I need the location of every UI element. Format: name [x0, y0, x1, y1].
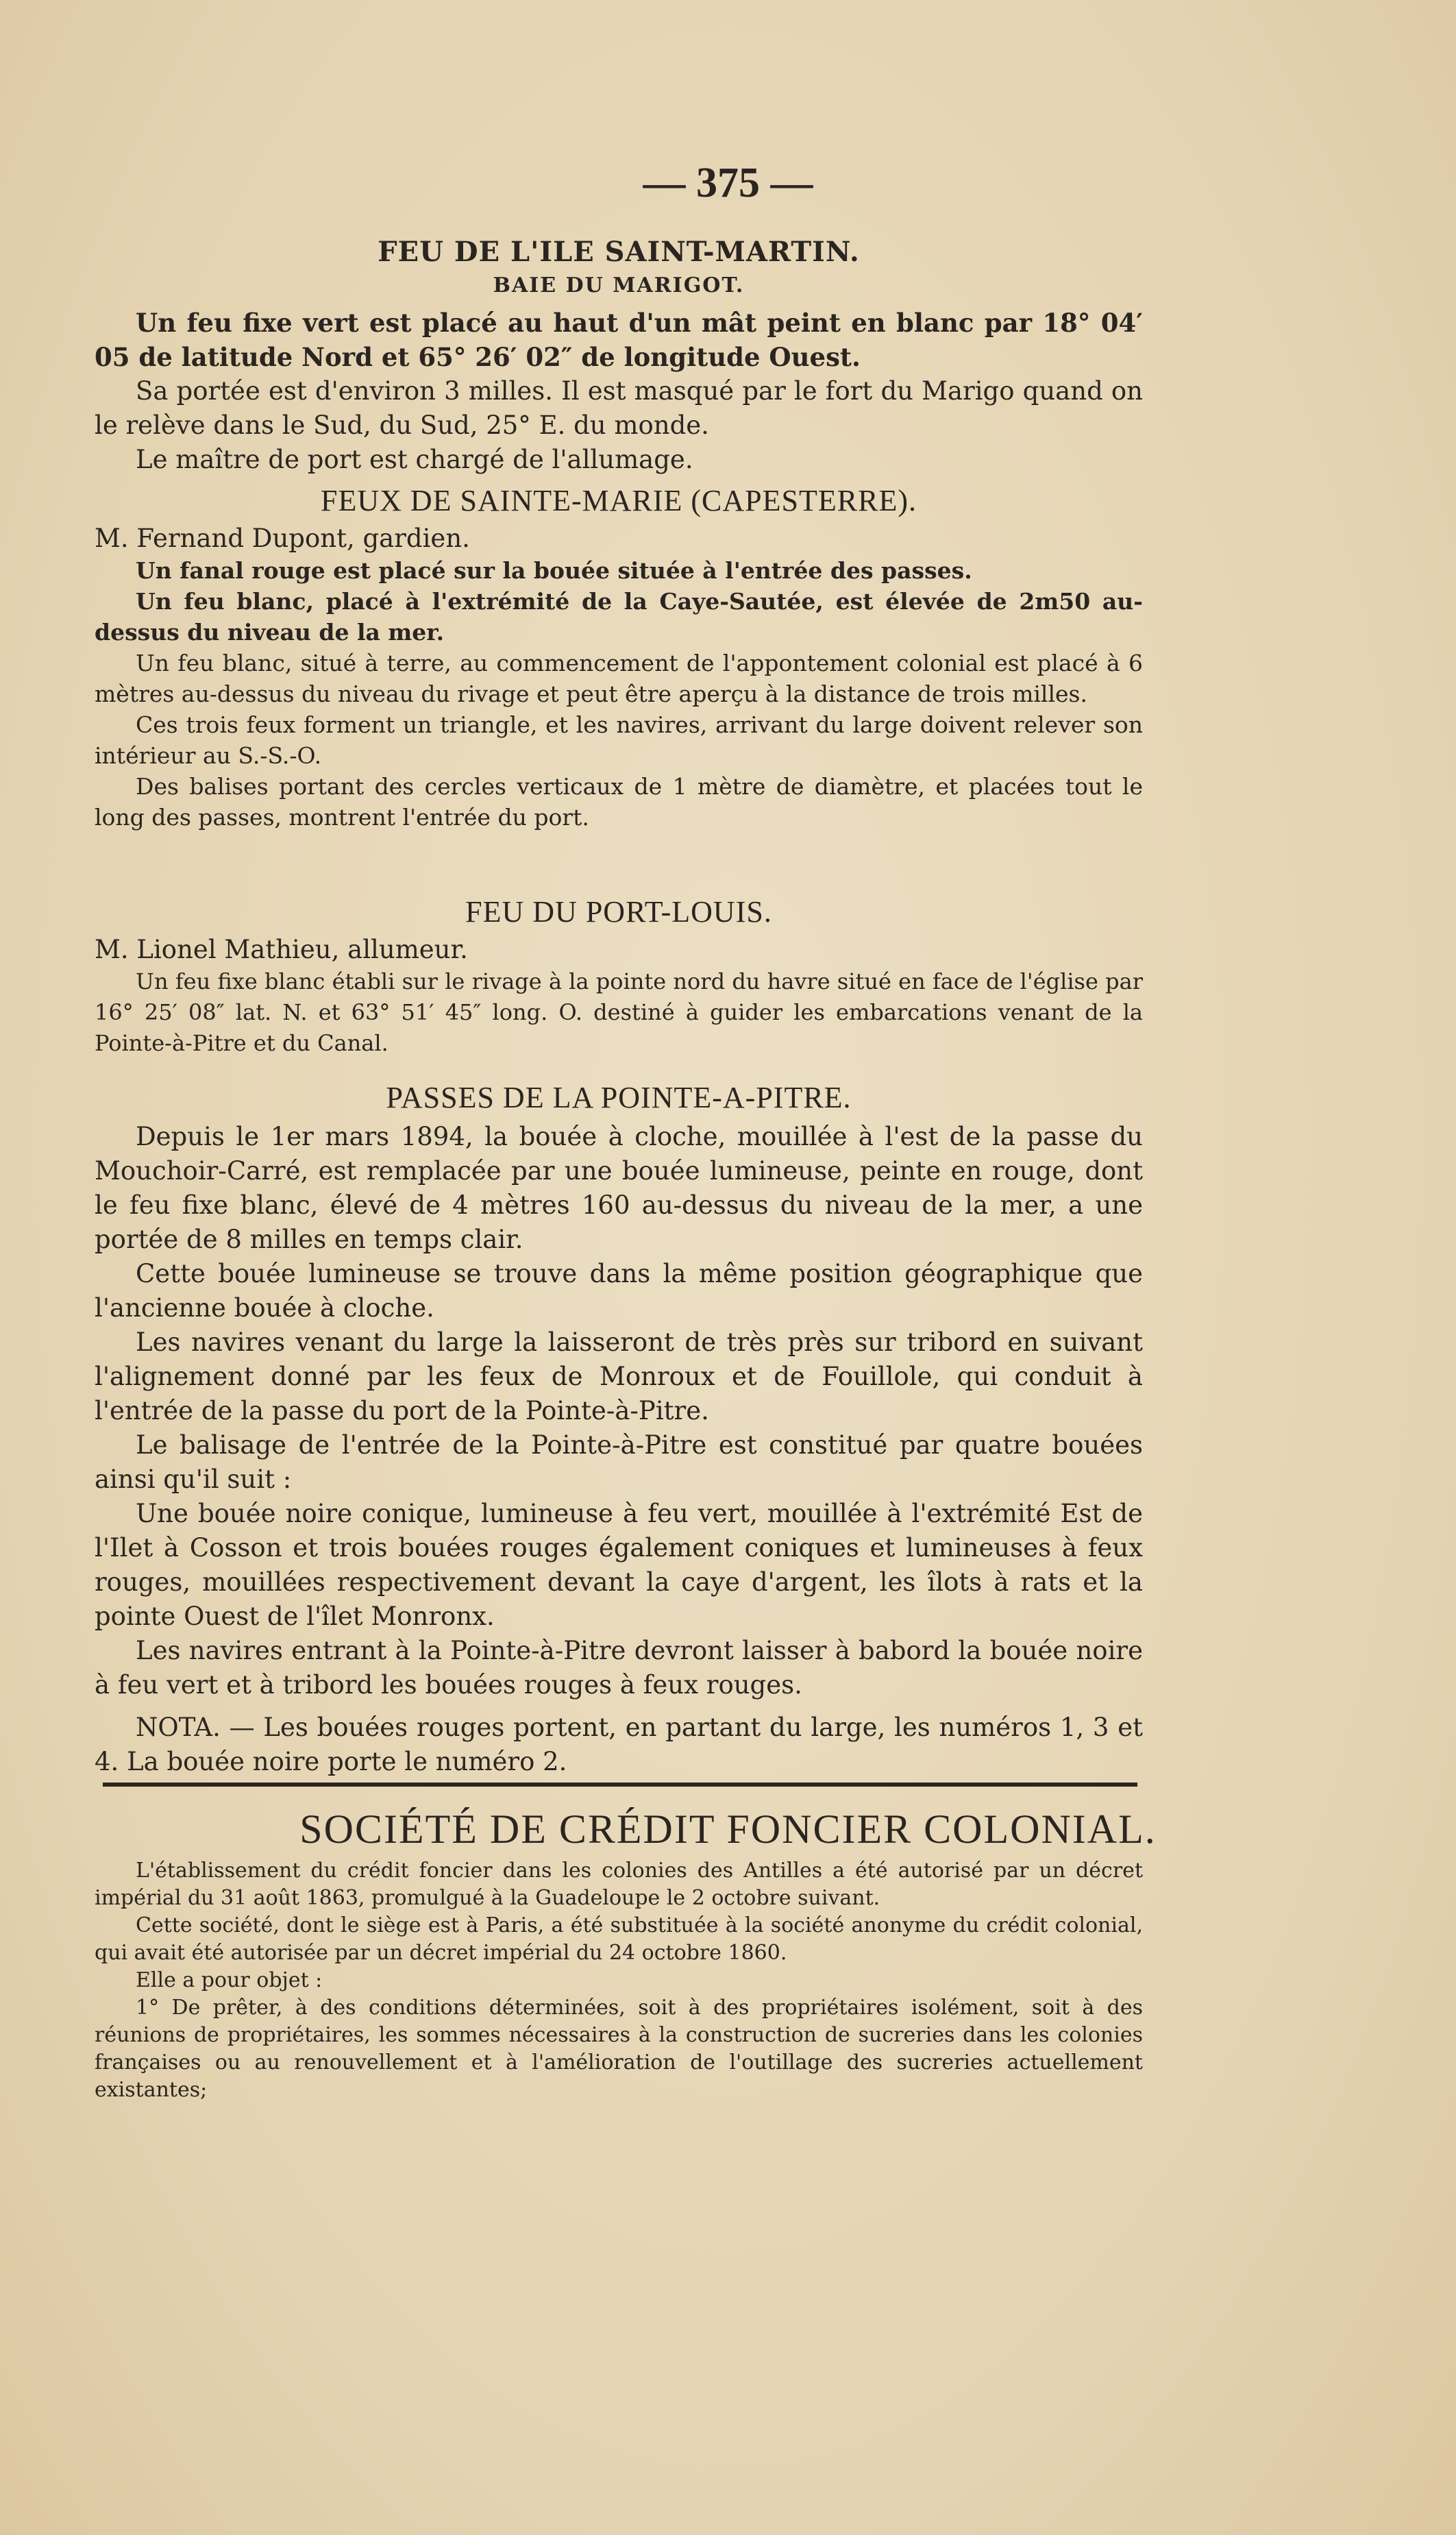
section-title: SOCIÉTÉ DE CRÉDIT FONCIER COLONIAL. — [299, 1807, 1157, 1852]
section-title: FEU DE L'ILE SAINT-MARTIN. — [378, 236, 860, 268]
paragraph: Une bouée noire conique, lumineuse à feu vert, mouillée à l'extrémité Est de l'Ilet à Cosson et trois bouées rouges également coniques et lumineuses à feux rouges, mouillées respectivement devant la caye d'argent, les îlots à rats et la pointe Ouest de l'îlet Monronx. — [95, 1499, 1143, 1631]
paragraph: Cette bouée lumineuse se trouve dans la même position géographique que l'ancienne bouée à cloche. — [95, 1259, 1143, 1323]
paragraph: Le balisage de l'entrée de la Pointe-à-Pitre est constitué par quatre bouées ainsi qu'il suit : — [95, 1430, 1143, 1494]
paragraph: Les navires entrant à la Pointe-à-Pitre devront laisser à babord la bouée noire à feu vert et à tribord les bouées rouges à feux rouges. — [95, 1636, 1143, 1700]
paragraph: Les navires venant du large la laisseront de très près sur tribord en suivant l'alignement donné par les feux de Monroux et de Fouillole, qui conduit à l'entrée de la passe du port de la Pointe-à-Pitre. — [95, 1327, 1143, 1425]
section-title: FEUX DE SAINTE-MARIE (CAPESTERRE). — [321, 484, 917, 517]
paragraph: Un feu blanc, placé à l'extrémité de la Caye-Sautée, est élevée de 2m50 au-dessus du niveau de la mer. — [95, 588, 1143, 646]
paragraph: 1° De prêter, à des conditions déterminées, soit à des propriétaires isolément, soit à des réunions de propriétaires, les sommes nécessaires à la construction de sucreries dans les colonies françaises ou au renouvellement et à l'amélioration de l'outillage des sucreries actuellement existantes; — [95, 1996, 1143, 2102]
paragraph: Depuis le 1er mars 1894, la bouée à cloche, mouillée à l'est de la passe du Mouchoir-Carré, est remplacée par une bouée lumineuse, peinte en rouge, dont le feu fixe blanc, élevé de 4 mètres 160 au-dessus du niveau de la mer, a une portée de 8 milles en temps clair. — [95, 1122, 1143, 1254]
paragraph: L'établissement du crédit foncier dans les colonies des Antilles a été autorisé par un décret impérial du 31 août 1863, promulgué à la Guadeloupe le 2 octobre suivant. — [95, 1859, 1143, 1910]
section-subtitle: BAIE DU MARIGOT. — [493, 273, 745, 297]
paragraph: Un feu fixe blanc établi sur le rivage à la pointe nord du havre situé en face de l'église par 16° 25′ 08″ lat. N. et 63° 51′ 45″ long. O. destiné à guider les embarcations venant de la Pointe-à-Pitre et du Canal. — [95, 968, 1143, 1056]
section-pointe-a-pitre — [95, 1076, 1143, 1779]
section-credit-foncier — [95, 1857, 1143, 2104]
section-title: PASSES DE LA POINTE-A-PITRE. — [386, 1081, 852, 1114]
page-number: — 375 — — [643, 160, 813, 206]
section-port-louis — [95, 891, 1143, 1059]
paragraph: Un fanal rouge est placé sur la bouée située à l'entrée des passes. — [136, 557, 972, 584]
paragraph: M. Fernand Dupont, gardien. — [95, 524, 470, 553]
paragraph: Un feu blanc, situé à terre, au commencement de l'appontement colonial est placé à 6 mètres au-dessus du niveau du rivage et peut être aperçu à la distance de trois milles. — [95, 650, 1143, 707]
paragraph: Elle a pour objet : — [136, 1968, 323, 1992]
section-title: FEU DU PORT-LOUIS. — [465, 895, 772, 929]
paragraph: Le maître de port est chargé de l'allumage. — [136, 445, 693, 474]
section-divider — [103, 1783, 1137, 1787]
nota-paragraph: NOTA. — Les bouées rouges portent, en partant du large, les numéros 1, 3 et 4. La bouée noire porte le numéro 2. — [95, 1713, 1143, 1776]
paragraph: Ces trois feux forment un triangle, et les navires, arrivant du large doivent relever son intérieur au S.-S.-O. — [95, 711, 1143, 769]
section-saint-martin — [95, 233, 1143, 477]
paragraph: Des balises portant des cercles verticaux de 1 mètre de diamètre, et placées tout le long des passes, montrent l'entrée du port. — [95, 773, 1143, 831]
paragraph: Cette société, dont le siège est à Paris, a été substituée à la société anonyme du crédit colonial, qui avait été autorisée par un décret impérial du 24 octobre 1860. — [95, 1913, 1143, 1965]
paragraph: M. Lionel Mathieu, allumeur. — [95, 935, 468, 964]
paragraph: Sa portée est d'environ 3 milles. Il est masqué par le fort du Marigo quand on le relève dans le Sud, du Sud, 25° E. du monde. — [95, 376, 1143, 440]
paragraph: Un feu fixe vert est placé au haut d'un mât peint en blanc par 18° 04′ 05 de latitude Nord et 65° 26′ 02″ de longitude Ouest. — [95, 308, 1143, 372]
section-sainte-marie — [95, 480, 1143, 833]
